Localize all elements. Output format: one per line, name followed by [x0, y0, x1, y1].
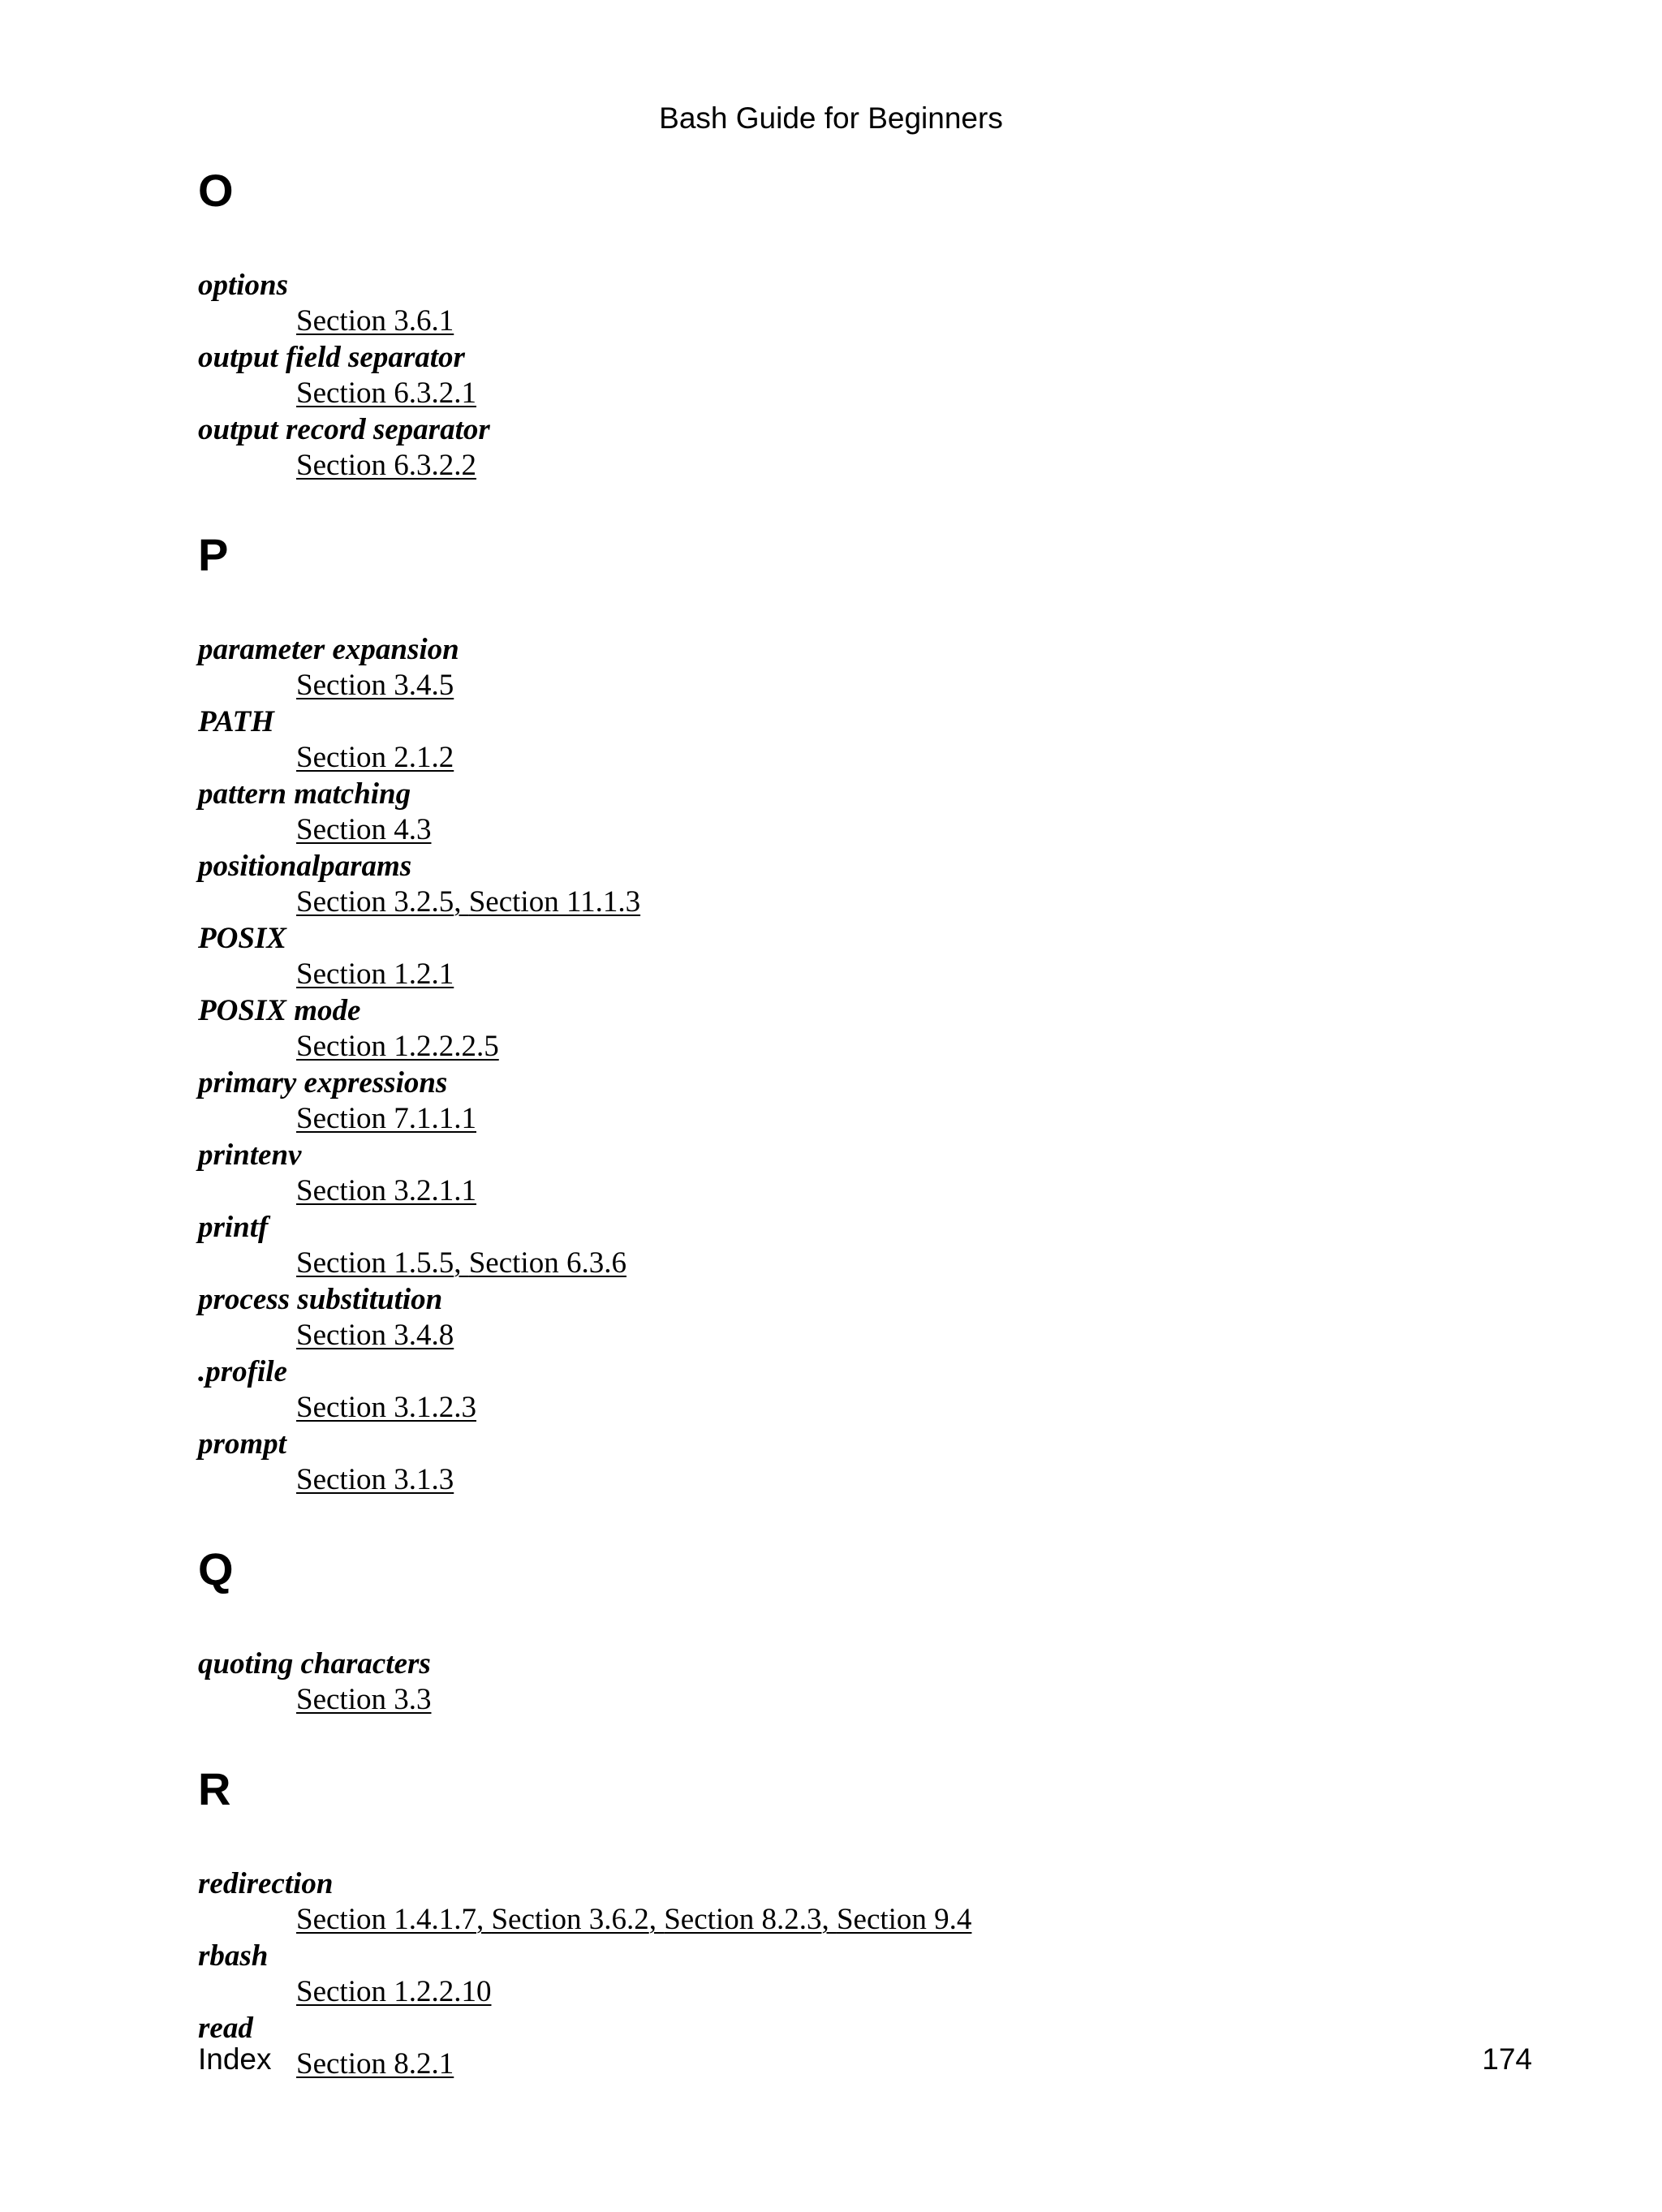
- section-link[interactable]: Section 3.2.5: [296, 885, 454, 919]
- section-link[interactable]: Section 3.6.1: [296, 304, 454, 338]
- index-term: process substitution: [198, 1283, 443, 1316]
- section-link[interactable]: Section 6.3.2.2: [296, 449, 476, 482]
- link-separator: ,: [821, 1903, 837, 1936]
- section-link[interactable]: Section 1.4.1.7: [296, 1903, 476, 1936]
- index-term: options: [198, 269, 289, 302]
- section-link[interactable]: Section 3.4.8: [296, 1319, 454, 1352]
- index-references: [198, 1246, 1545, 1282]
- index-letter-heading: P: [198, 529, 229, 580]
- index-letter-group: [198, 528, 1545, 1499]
- index-references: [198, 376, 1545, 412]
- index-letter-group: [198, 1762, 1545, 2083]
- section-link[interactable]: Section 3.1.3: [296, 1463, 454, 1496]
- index-term: positionalparams: [198, 850, 412, 883]
- index-term: POSIX mode: [198, 994, 361, 1027]
- index-references: [198, 884, 1545, 921]
- section-link[interactable]: Section 1.2.1: [296, 958, 454, 991]
- running-header: [0, 101, 1662, 136]
- section-link[interactable]: Section 9.4: [836, 1903, 972, 1936]
- index-term: quoting characters: [198, 1647, 431, 1681]
- section-link[interactable]: Section 8.2.3: [664, 1903, 822, 1936]
- section-link[interactable]: Section 4.3: [296, 813, 432, 846]
- index-term: redirection: [198, 1867, 334, 1900]
- index-references: [198, 668, 1545, 704]
- index-references: [198, 1173, 1545, 1210]
- index-term: printenv: [198, 1138, 302, 1172]
- index-references: [198, 1902, 1545, 1939]
- section-link[interactable]: Section 6.3.2.1: [296, 377, 476, 410]
- index-term: pattern matching: [198, 777, 411, 811]
- index-term: prompt: [198, 1427, 286, 1461]
- section-link[interactable]: Section 3.2.1.1: [296, 1174, 476, 1207]
- section-link[interactable]: Section 1.2.2.10: [296, 1975, 492, 2008]
- index-references: [198, 1462, 1545, 1499]
- index-references: [198, 2046, 1545, 2083]
- section-link[interactable]: Section 3.3: [296, 1683, 432, 1716]
- index-references: [198, 1101, 1545, 1138]
- index-references: [198, 1682, 1545, 1719]
- section-link[interactable]: Section 2.1.2: [296, 741, 454, 774]
- section-link[interactable]: Section 1.2.2.2.5: [296, 1030, 499, 1063]
- index-term: primary expressions: [198, 1066, 448, 1100]
- index-letter-heading: Q: [198, 1543, 234, 1594]
- index-references: [198, 740, 1545, 777]
- index-term: read: [198, 2012, 253, 2045]
- index-letter-heading: O: [198, 165, 234, 216]
- index-references: [198, 1390, 1545, 1427]
- section-link[interactable]: Section 7.1.1.1: [296, 1102, 476, 1135]
- section-link[interactable]: Section 3.6.2: [491, 1903, 649, 1936]
- index-references: [198, 812, 1545, 849]
- page-number: 174: [1482, 2042, 1532, 2076]
- index-term: PATH: [198, 705, 274, 738]
- index-references: [198, 1974, 1545, 2011]
- index-term: POSIX: [198, 922, 286, 955]
- book-title: Bash Guide for Beginners: [659, 101, 1003, 135]
- link-separator: ,: [454, 1246, 469, 1280]
- index-references: [198, 303, 1545, 340]
- index-letter-heading: R: [198, 1763, 231, 1814]
- section-link[interactable]: Section 1.5.5: [296, 1246, 454, 1280]
- link-separator: ,: [476, 1903, 492, 1936]
- section-link[interactable]: Section 3.1.2.3: [296, 1391, 476, 1424]
- section-link[interactable]: Section 11.1.3: [468, 885, 641, 919]
- index-body: [198, 164, 1545, 2083]
- link-separator: ,: [648, 1903, 665, 1936]
- section-link[interactable]: Section 8.2.1: [296, 2047, 454, 2081]
- link-separator: ,: [454, 885, 469, 919]
- index-term: output field separator: [198, 341, 465, 374]
- index-references: [198, 1318, 1545, 1354]
- index-term: parameter expansion: [198, 633, 459, 666]
- index-references: [198, 957, 1545, 993]
- index-term: printf: [198, 1211, 269, 1244]
- footer-section-name: Index: [198, 2042, 272, 2076]
- index-letter-group: [198, 164, 1545, 484]
- index-references: [198, 448, 1545, 484]
- index-term: rbash: [198, 1939, 269, 1973]
- index-letter-group: [198, 1543, 1545, 1719]
- index-term: .profile: [198, 1355, 287, 1388]
- index-references: [198, 1029, 1545, 1065]
- section-link[interactable]: Section 3.4.5: [296, 669, 454, 702]
- section-link[interactable]: Section 6.3.6: [468, 1246, 626, 1280]
- index-term: output record separator: [198, 413, 490, 446]
